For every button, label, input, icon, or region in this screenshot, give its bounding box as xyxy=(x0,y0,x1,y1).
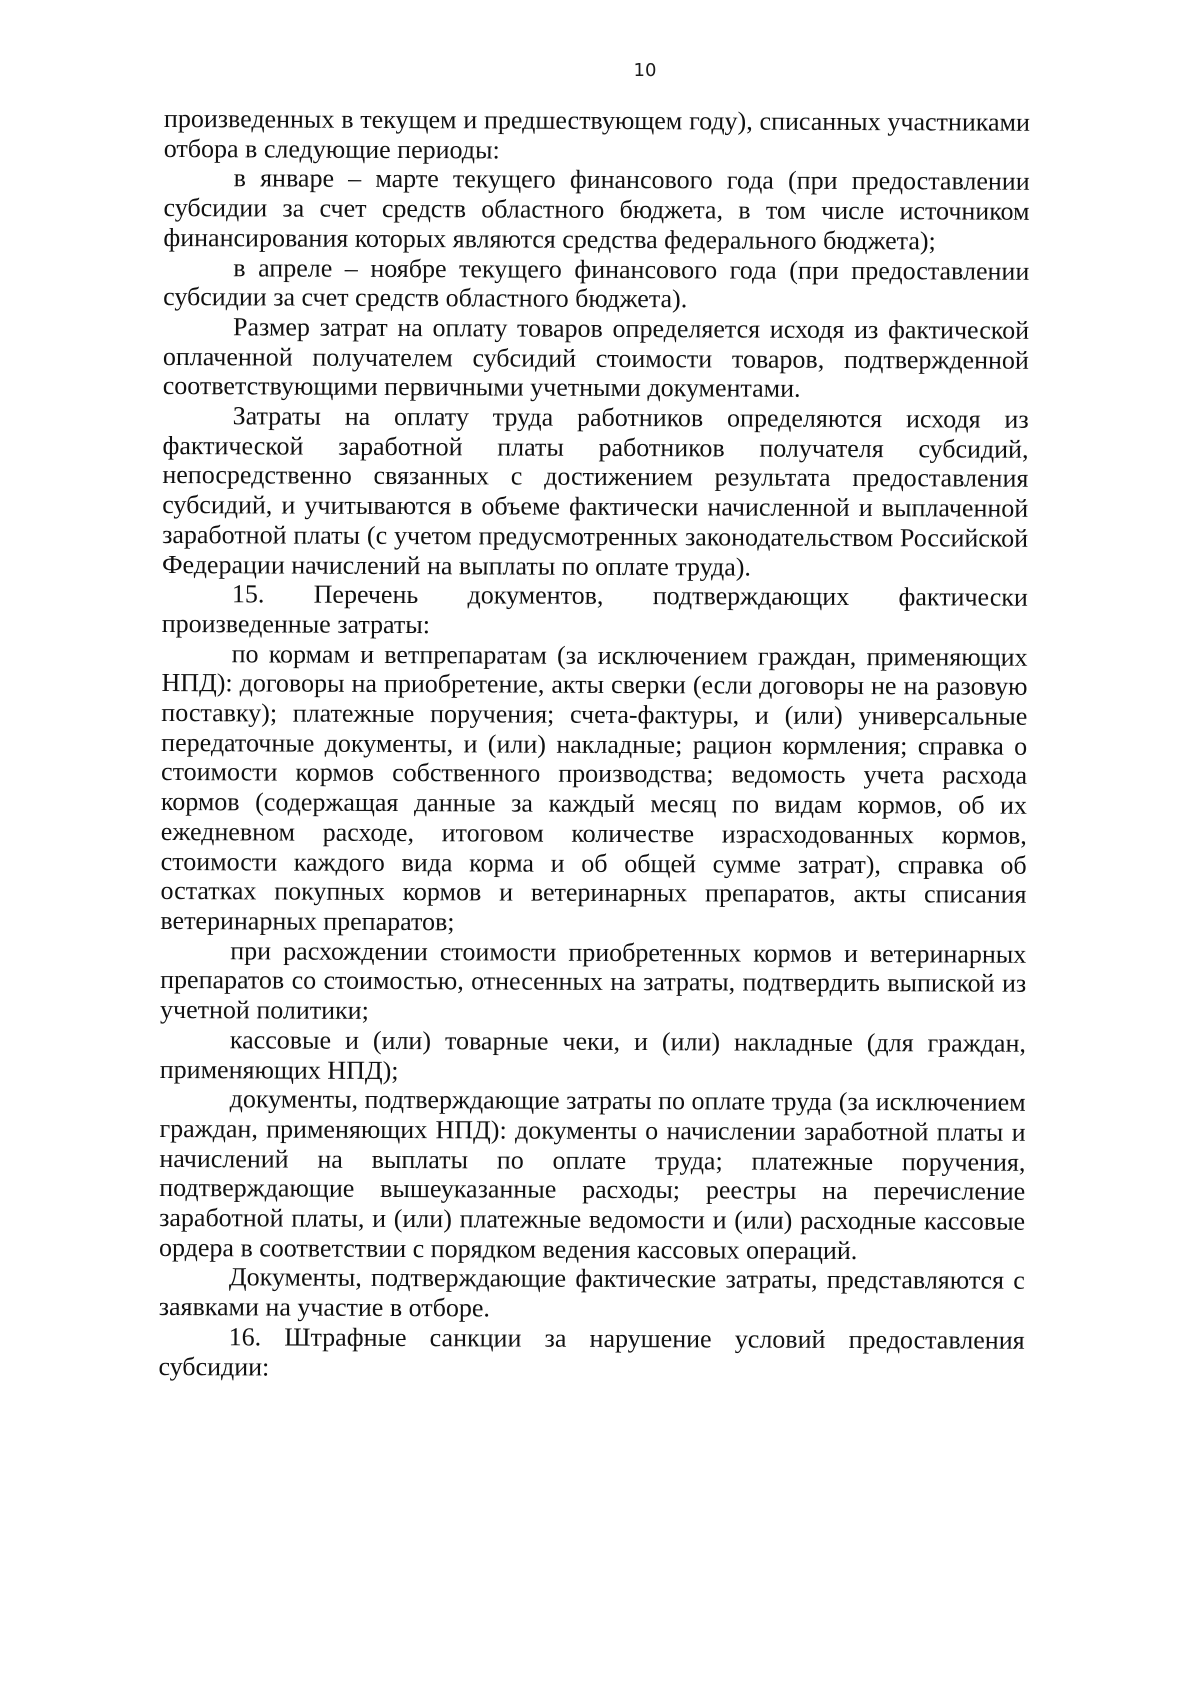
paragraph-labor-documents: документы, подтверждающие затраты по оплате труда (за исключением граждан, применяющих НПД): документы о начислении заработной платы и начислений на выплаты по оплате труда; платежные поручения, подтверждающие вышеуказанные расходы; реестры на перечисление заработной платы, и (или) платежные ведомости и (или) расходные кассовые ордера в соответствии с порядком ведения кассовых операций. xyxy=(158,1084,1026,1265)
paragraph-january-march: в январе – марте текущего финансового года (при предоставлении субсидии за счет средств областного бюджета, в том числе источником финансирования которых являются средства федерального бюджета); xyxy=(163,163,1030,256)
paragraph-goods-costs: Размер затрат на оплату товаров определяется исходя из фактической оплаченной получателем субсидий стоимости товаров, подтвержденной соответствующими первичными учетными документами. xyxy=(162,312,1030,404)
paragraph-feed-documents: по кормам и ветпрепаратам (за исключением граждан, применяющих НПД): договоры на приобретение, акты сверки (если договоры не на разовую поставку); платежные поручения; счета-фактуры, и (или) универсальные передаточные документы, и (или) накладные; рацион кормления; справка о стоимости кормов собственного производства; ведомость учета расхода кормов (содержащая данные за каждый месяц по видам кормов, об их ежедневном расходе, итоговом количестве израсходованных кормов, стоимости каждого вида корма и об общей сумме затрат), справка об остатках покупных кормов и ветеринарных препаратов, акты списания ветеринарных препаратов; xyxy=(160,638,1028,937)
page-number: 10 xyxy=(633,60,657,81)
document-body xyxy=(158,104,1030,1385)
paragraph-april-november: в апреле – ноябре текущего финансового года (при предоставлении субсидии за счет средств областного бюджета). xyxy=(163,252,1030,314)
paragraph-continuation-periods: произведенных в текущем и предшествующем году), списанных участниками отбора в следующие периоды: xyxy=(163,104,1030,165)
paragraph-cost-discrepancy: при расхождении стоимости приобретенных кормов и ветеринарных препаратов со стоимостью, отнесенных на затраты, подтвердить выпиской из учетной политики; xyxy=(159,935,1027,1025)
paragraph-item-16: 16. Штрафные санкции за нарушение условий предоставления субсидии: xyxy=(158,1322,1025,1382)
paragraph-labor-costs: Затраты на оплату труда работников определяются исходя из фактической заработной платы работников получателя субсидий, непосредственно связанных с достижением результата предоставления субсидий, и учитываются в объеме фактически начисленной и выплаченной заработной платы (с учетом предусмотренных законодательством Российской Федерации начислений на выплаты по оплате труда). xyxy=(161,401,1029,582)
paragraph-item-15: 15. Перечень документов, подтверждающих фактически произведенные затраты: xyxy=(161,579,1028,640)
paragraph-receipts: кассовые и (или) товарные чеки, и (или) накладные (для граждан, применяющих НПД); xyxy=(159,1025,1026,1085)
paragraph-documents-submission: Документы, подтверждающие фактические затраты, представляются с заявками на участие в отборе. xyxy=(158,1262,1025,1323)
